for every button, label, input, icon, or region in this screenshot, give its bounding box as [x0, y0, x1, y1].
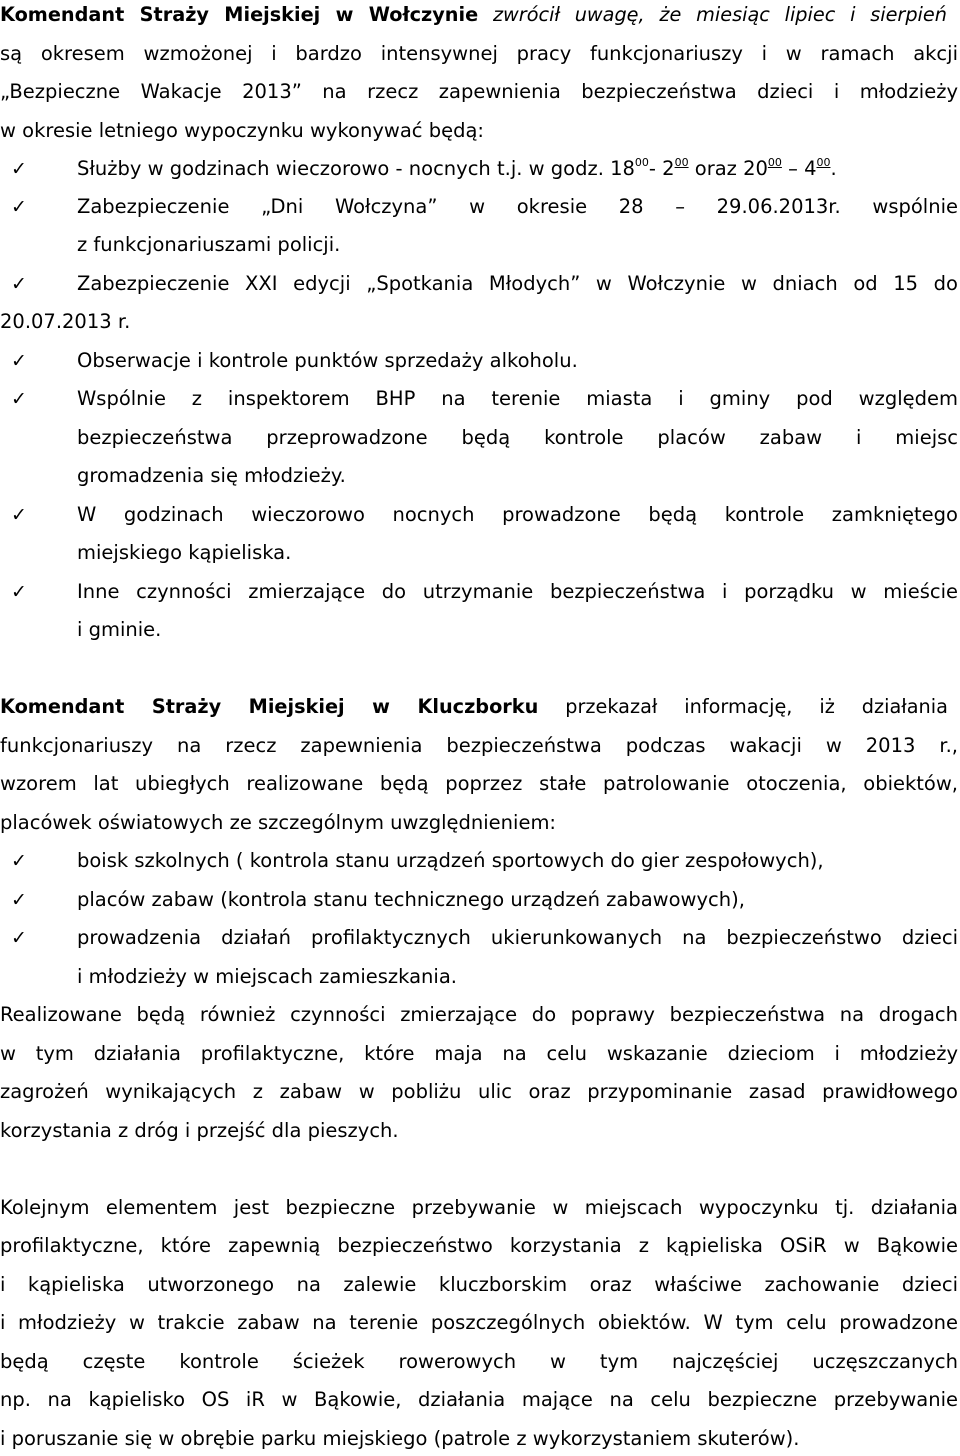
list1-item1: Służby w godzinach wieczorowo - nocnych t.j. w godz. $18^{00}-$ $2^{00}$ oraz $20^{00} - 4^{00}$.	[77, 156, 837, 180]
list1-item5-line1: Wspólnie z inspektorem BHP na terenie miasta i gminy pod względem	[77, 387, 958, 410]
p2-line1-rest: przekazał informację, iż działania	[565, 695, 948, 718]
list2-item1: boisk szkolnych ( kontrola stanu urządzeń sportowych do gier zespołowych),	[77, 849, 824, 872]
p4-line7: i poruszanie się w obrębie parku miejskiego (patrole z wykorzystaniem skuterów).	[0, 1427, 800, 1450]
checkmark-icon: ✓	[11, 504, 27, 526]
checkmark-icon: ✓	[11, 196, 27, 218]
p1-line1	[0, 3, 947, 27]
p1-line2: są okresem wzmożonej i bardzo intensywnej pracy funkcjonariuszy i w ramach akcji	[0, 42, 958, 65]
p2-line1-bold: Komendant Straży Miejskiej w Kluczborku	[0, 695, 539, 718]
p3-line2: w tym działania profilaktyczne, które maja na celu wskazanie dzieciom i młodzieży	[0, 1042, 958, 1065]
list1-item7-line2: i gminie.	[77, 618, 162, 641]
list1-item5-line2: bezpieczeństwa przeprowadzone będą kontrole placów zabaw i miejsc	[77, 426, 958, 449]
list1-item5-line3: gromadzenia się młodzieży.	[77, 464, 346, 487]
p4-line2: profilaktyczne, które zapewnią bezpieczeństwo korzystania z kąpieliska OSiR w Bąkowie	[0, 1234, 958, 1257]
list2-item3-line1: prowadzenia działań profilaktycznych ukierunkowanych na bezpieczeństwo dzieci	[77, 926, 958, 949]
checkmark-icon: ✓	[11, 850, 27, 872]
p1-line3: „Bezpieczne Wakacje 2013” na rzecz zapewnienia bezpieczeństwa dzieci i młodzieży	[0, 80, 958, 103]
list1-item7-line1: Inne czynności zmierzające do utrzymanie bezpieczeństwa i porządku w mieście	[77, 580, 958, 603]
p2-line2: funkcjonariuszy na rzecz zapewnienia bezpieczeństwa podczas wakacji w 2013 r.,	[0, 734, 958, 757]
list1-item3-line2: 20.07.2013 r.	[0, 310, 131, 333]
p4-line1: Kolejnym elementem jest bezpieczne przebywanie w miejscach wypoczynku tj. działania	[0, 1196, 958, 1219]
p4-line5: będą częste kontrole ścieżek rowerowych w tym najczęściej uczęszczanych	[0, 1350, 958, 1373]
p2-line1	[0, 695, 948, 719]
list1-item2-line2: z funkcjonariuszami policji.	[77, 233, 341, 256]
p3-line4: korzystania z dróg i przejść dla pieszych.	[0, 1119, 399, 1142]
list1-item6-line2: miejskiego kąpieliska.	[77, 541, 292, 564]
p1-line1-italic: zwrócił uwagę, że miesiąc lipiec i sierpień	[492, 3, 947, 26]
list1-item3-line1: Zabezpieczenie XXI edycji „Spotkania Młodych” w Wołczynie w dniach od 15 do	[77, 272, 958, 295]
p2-line3: wzorem lat ubiegłych realizowane będą poprzez stałe patrolowanie otoczenia, obiektów,	[0, 772, 958, 795]
p4-line6: np. na kąpielisko OS iR w Bąkowie, działania mające na celu bezpieczne przebywanie	[0, 1388, 958, 1411]
checkmark-icon: ✓	[11, 158, 27, 180]
checkmark-icon: ✓	[11, 350, 27, 372]
checkmark-icon: ✓	[11, 927, 27, 949]
list2-item2: placów zabaw (kontrola stanu technicznego urządzeń zabawowych),	[77, 888, 745, 911]
p3-line1: Realizowane będą również czynności zmierzające do poprawy bezpieczeństwa na drogach	[0, 1003, 958, 1026]
p3-line3: zagrożeń wynikających z zabaw w pobliżu ulic oraz przypominanie zasad prawidłowego	[0, 1080, 958, 1103]
list1-item4: Obserwacje i kontrole punktów sprzedaży alkoholu.	[77, 349, 578, 372]
checkmark-icon: ✓	[11, 581, 27, 603]
list1-item6-line1: W godzinach wieczorowo nocnych prowadzone będą kontrole zamkniętego	[77, 503, 958, 526]
checkmark-icon: ✓	[11, 889, 27, 911]
p4-line3: i kąpieliska utworzonego na zalewie kluczborskim oraz właściwe zachowanie dzieci	[0, 1273, 958, 1296]
list1-item2-line1: Zabezpieczenie „Dni Wołczyna” w okresie 28 – 29.06.2013r. wspólnie	[77, 195, 958, 218]
p4-line4: i młodzieży w trakcie zabaw na terenie poszczególnych obiektów. W tym celu prowadzone	[0, 1311, 958, 1334]
checkmark-icon: ✓	[11, 273, 27, 295]
list2-item3-line2: i młodzieży w miejscach zamieszkania.	[77, 965, 457, 988]
p1-line4: w okresie letniego wypoczynku wykonywać będą:	[0, 119, 484, 142]
p1-line1-bold: Komendant Straży Miejskiej w Wołczynie	[0, 3, 479, 26]
checkmark-icon: ✓	[11, 388, 27, 410]
p2-line4: placówek oświatowych ze szczególnym uwzględnieniem:	[0, 811, 557, 834]
